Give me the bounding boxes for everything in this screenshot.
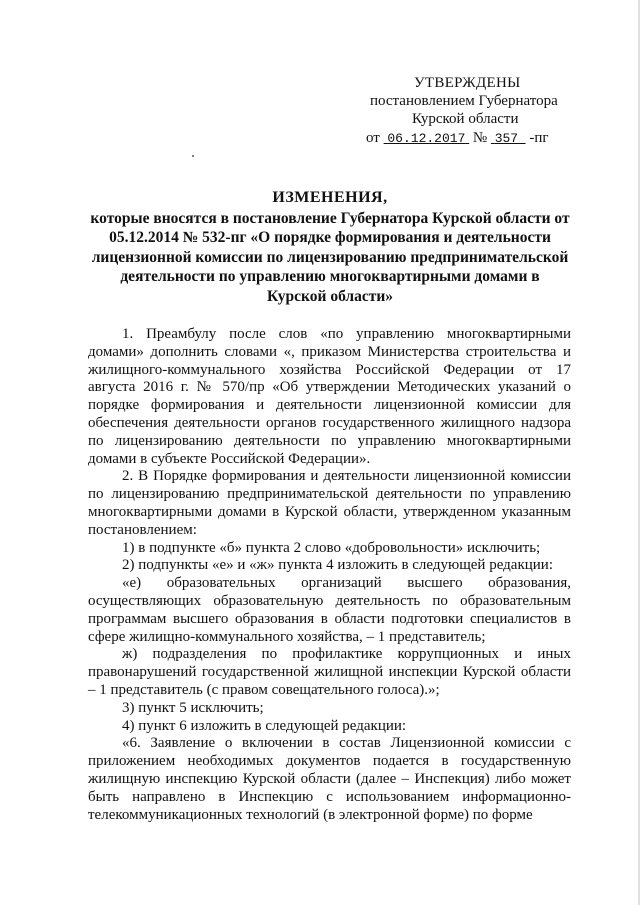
paragraph-1: 1. Преамбулу после слов «по управлению многоквартирными домами» дополнить словами «, приказом Министерства строительства и жилищного-коммунального хозяйства Российской Федерации от 17 августа 2016 г. № 570/пр «Об утверждении Методических указаний о порядке формирования и деятельности лицензионной комиссии для обеспечения деятельности органов государственного жилищного надзора по лицензированию деятельности по управлению многоквартирными домами в субъекте Российской Федерации». (88, 326, 571, 467)
paragraph-9: «6. Заявление о включении в состав Лицензионной комиссии с приложением необходимых документов подается в государственную жилищную инспекцию Курской области (далее – Инспекция) либо может быть направлено в Инспекцию с использованием информационно-телекоммуникационных технологий (в электронной форме) по форме (88, 735, 571, 823)
approval-number-sign: № (472, 130, 488, 146)
approval-title: УТВЕРЖДЕНЫ (414, 75, 521, 91)
approval-line-region: Курской области (412, 111, 519, 127)
approval-suffix: -пг (529, 130, 549, 146)
paragraph-7: 3) пункт 5 исключить; (122, 699, 264, 716)
approval-date-number (366, 129, 576, 148)
scan-speck (192, 155, 194, 157)
approval-stamp (366, 74, 576, 148)
paragraph-5: «е) образовательных организаций высшего образования, осуществляющих образовательную деятельность по образовательным программам высшего образования в области подготовки специалистов в сфере жилищно-коммунального хозяйства, – 1 представитель; (88, 575, 571, 645)
heading-title: ИЗМЕНЕНИЯ, (272, 189, 388, 206)
paragraph-2: 2. В Порядке формирования и деятельности лицензионной комиссии по лицензированию предпринимательской деятельности по управлению многоквартирными домами в Курской области, утвержденном указанным постановлением: (88, 468, 571, 538)
paragraph-8: 4) пункт 6 изложить в следующей редакции: (122, 717, 407, 734)
approval-date: 06.12.2017 (387, 131, 466, 146)
approval-line-decree: постановлением Губернатора (370, 93, 558, 109)
paragraph-4: 2) подпункты «е» и «ж» пункта 4 изложить в следующей редакции: (122, 557, 553, 574)
paragraph-6: ж) подразделения по профилактике коррупционных и иных правонарушений государственной жилищной инспекции Курской области – 1 представитель (с правом совещательного голоса).»; (88, 646, 571, 698)
document-heading (90, 188, 570, 306)
paragraph-3: 1) в подпункте «б» пункта 2 слово «добровольности» исключить; (122, 539, 541, 556)
approval-number: 357 (494, 131, 519, 146)
document-body (88, 326, 571, 824)
heading-subtitle: которые вносятся в постановление Губернатора Курской области от 05.12.2014 № 532-пг «О порядке формирования и деятельности лицензионной комиссии по лицензированию предпринимательской деятельности по управлению многоквартирными домами в Курской области» (90, 209, 570, 305)
approval-from-label: от (366, 130, 380, 146)
